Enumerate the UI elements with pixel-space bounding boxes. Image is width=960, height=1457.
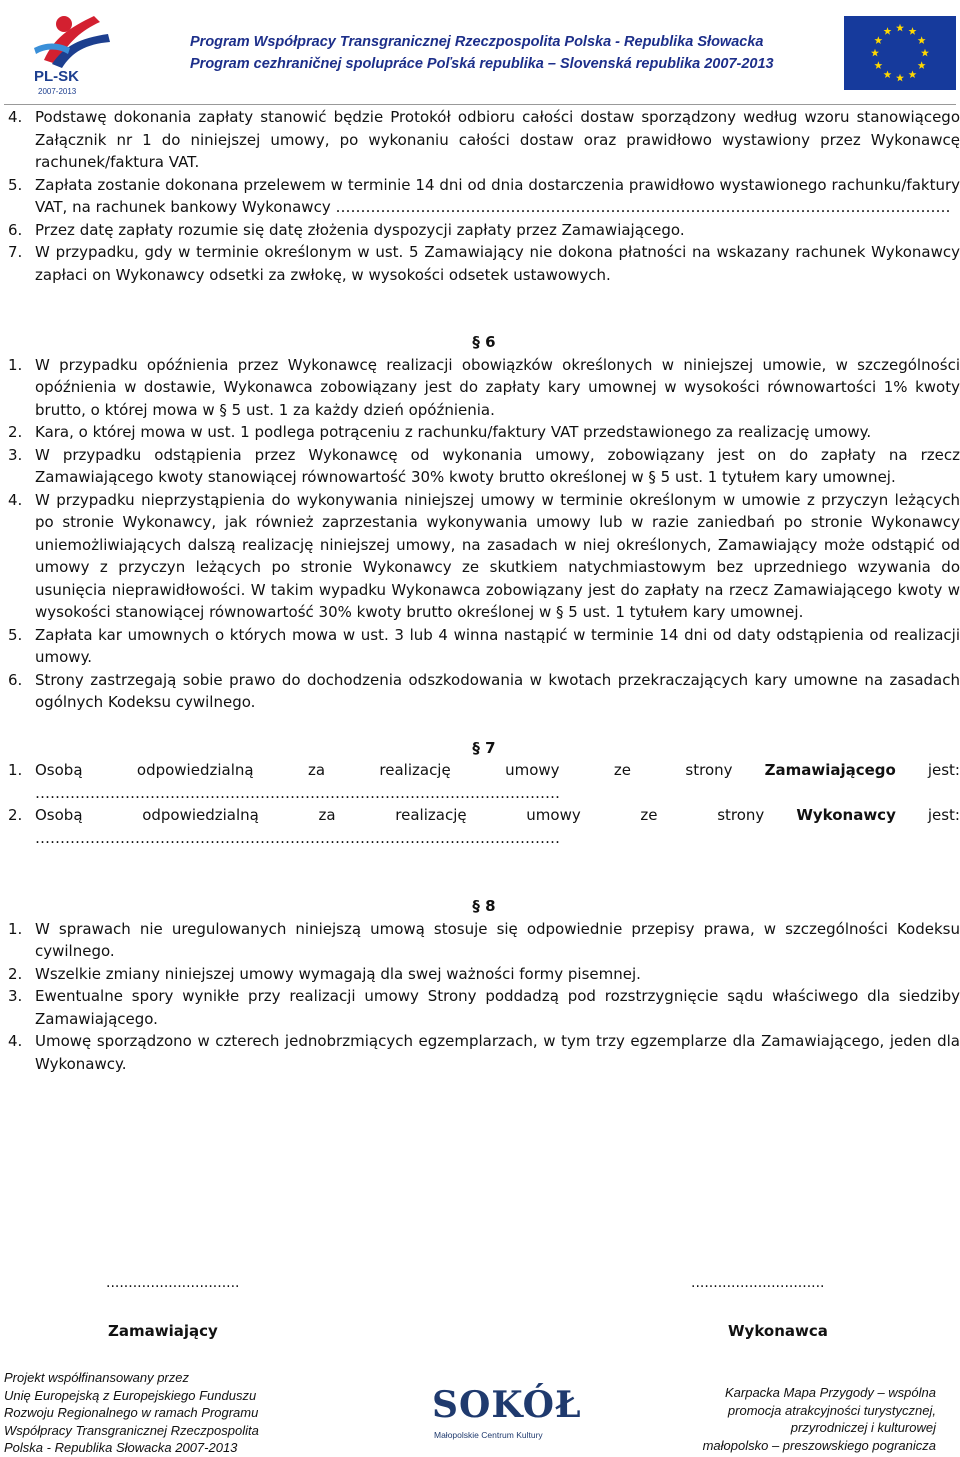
signature-label-contractor: Wykonawca: [728, 1322, 828, 1340]
list-item: [8, 444, 960, 489]
item-number: 2.: [8, 423, 23, 441]
item-text: Podstawę dokonania zapłaty stanowić będzie Protokół odbioru całości dostaw sporządzony według wzoru stanowiącego Załącznik nr 1 do niniejszej umowy, po wykonaniu całości dostaw oraz prawidłowo wystawiony przez Wykonawcę rachunek/faktura VAT.: [35, 108, 960, 171]
item-text: Wszelkie zmiany niniejszej umowy wymagają dla swej ważności formy pisemnej.: [35, 964, 641, 983]
section-heading: § 6: [472, 333, 496, 351]
footer-line: Współpracy Transgranicznej Rzeczpospolita: [4, 1422, 259, 1438]
sokol-logo-text: SOKÓŁ: [432, 1384, 582, 1426]
item-number: 4.: [8, 108, 23, 126]
item-text: Zapłata zostanie dokonana przelewem w terminie 14 dni od dnia dostarczenia prawidłowo wystawionego rachunku/faktury VAT, na rachunek bankowy Wykonawcy ……………………………………………………………………………………………………………: [35, 175, 960, 216]
pl-sk-program-logo: [24, 8, 120, 100]
eu-star-icon: [921, 49, 929, 57]
footer-line: przyrodniczej i kulturowej: [790, 1420, 936, 1435]
item-text: jest:: [927, 761, 960, 779]
list-item: [8, 421, 960, 444]
signature-line-right: ..............................: [691, 1275, 825, 1291]
list-item: [8, 963, 960, 986]
footer-line: promocja atrakcyjności turystycznej,: [727, 1402, 936, 1418]
pl-sk-logo-text: PL-SK: [34, 68, 79, 85]
sokol-logo: [428, 1384, 582, 1444]
document-body: [8, 106, 960, 1075]
page-header: [0, 0, 960, 100]
item-text: jest:: [927, 806, 960, 824]
item-number: 2.: [8, 806, 23, 824]
eu-star-icon: [896, 24, 904, 32]
eu-stars-icon: [844, 16, 956, 90]
item-text: Ewentualne spory wynikłe przy realizacji umowy Strony poddadzą pod rozstrzygnięcie sądu właściwego dla siedziby Zamawiającego.: [35, 987, 960, 1028]
fill-in-dots: ……………………………………………………………………………………………: [35, 828, 560, 847]
list-item: [8, 985, 960, 1030]
list-item: [8, 174, 960, 219]
item-number: 1.: [8, 355, 23, 374]
footer-project-title: [636, 1384, 936, 1454]
list-item: [8, 219, 960, 242]
fill-in-dots: ……………………………………………………………………………………………: [35, 783, 560, 802]
list-item: [8, 669, 960, 714]
item-number: 5.: [8, 625, 23, 644]
list-item: [8, 804, 960, 849]
item-text: W sprawach nie uregulowanych niniejszą umową stosuje się odpowiednie przepisy prawa, w szczególności Kodeksu cywilnego.: [35, 919, 960, 960]
item-number: 1.: [8, 919, 23, 938]
footer-line: Karpacka Mapa Przygody – wspólna: [724, 1385, 936, 1400]
eu-star-icon: [918, 61, 926, 69]
item-number: 2.: [8, 964, 23, 983]
list-item: [8, 241, 960, 286]
footer-line: Polska - Republika Słowacka 2007-2013: [4, 1440, 238, 1455]
eu-star-icon: [884, 70, 892, 78]
section-heading: § 7: [472, 738, 496, 757]
eu-star-icon: [909, 27, 917, 35]
header-program-title-pl: Program Współpracy Transgranicznej Rzeczpospolita Polska - Republika Słowacka: [190, 34, 764, 50]
pl-sk-logo-figure-icon: [24, 8, 120, 70]
list-item: [8, 1030, 960, 1075]
list-item: [8, 354, 960, 422]
list-item: [8, 489, 960, 624]
item-text: W przypadku opóźnienia przez Wykonawcę realizacji obowiązków określonych w niniejszej umowie, w szczególności opóźnienia w dostawie, Wykonawca zobowiązany jest do zapłaty kary umownej w wysokości równowartości 1% kwoty brutto, o której mowa w § 5 ust. 1 za każdy dzień opóźnienia.: [35, 355, 960, 419]
item-number: 1.: [8, 761, 23, 779]
item-number: 3.: [8, 445, 23, 464]
item-number: 4.: [8, 1032, 23, 1050]
responsible-party: Zamawiającego: [764, 761, 896, 779]
eu-flag-icon: [844, 16, 956, 90]
eu-star-icon: [874, 36, 882, 44]
item-number: 6.: [8, 220, 23, 239]
list-item: [8, 106, 960, 174]
footer-line: Projekt współfinansowany przez: [4, 1370, 189, 1385]
pl-sk-logo-years: 2007-2013: [38, 87, 77, 96]
signature-label-ordering-party: Zamawiający: [108, 1322, 218, 1340]
section-7-items: [8, 759, 960, 849]
item-text: Umowę sporządzono w czterech jednobrzmiących egzemplarzach, w tym trzy egzemplarze dla Zamawiającego, jeden dla Wykonawcy.: [35, 1032, 960, 1073]
section-6-items: [8, 354, 960, 714]
item-text: Przez datę zapłaty rozumie się datę złożenia dyspozycji zapłaty przez Zamawiającego.: [35, 220, 685, 239]
item-text: Osobą odpowiedzialną za realizację umowy ze strony: [35, 761, 733, 779]
list-item: [8, 918, 960, 963]
header-program-title-sk: Program cezhraničnej spolupráce Poľská republika – Slovenská republika 2007-2013: [190, 56, 774, 72]
item-text: Osobą odpowiedzialną za realizację umowy ze strony: [35, 806, 765, 824]
eu-star-icon: [909, 70, 917, 78]
footer-line: małopolsko – preszowskiego pogranicza: [702, 1437, 936, 1453]
item-number: 4.: [8, 490, 23, 509]
item-number: 3.: [8, 987, 23, 1005]
item-text: Kara, o której mowa w ust. 1 podlega potrąceniu z rachunku/faktury VAT przedstawionego za realizację umowy.: [35, 423, 872, 441]
eu-star-icon: [874, 61, 882, 69]
item-text: Zapłata kar umownych o których mowa w ust. 3 lub 4 winna nastąpić w terminie 14 dni od daty odstąpienia od realizacji umowy.: [35, 625, 960, 666]
item-number: 7.: [8, 243, 23, 261]
section-heading: § 8: [472, 897, 496, 915]
item-number: 5.: [8, 175, 23, 194]
eu-star-icon: [896, 74, 904, 82]
responsible-party: Wykonawcy: [796, 806, 896, 824]
signature-line-left: ..............................: [106, 1275, 240, 1291]
footer-cofinancing-note: [4, 1369, 304, 1457]
section-payment-terms: [8, 106, 960, 286]
footer-line: Unię Europejską z Europejskiego Funduszu: [4, 1387, 257, 1403]
item-text: W przypadku odstąpienia przez Wykonawcę od wykonania umowy, zobowiązany jest on do zapłaty na rzecz Zamawiającego kwoty stanowiącej równowartość 30% kwoty brutto określonej w § 5 ust. 1 tytułem kary umownej.: [35, 445, 960, 486]
eu-star-icon: [918, 36, 926, 44]
item-text: W przypadku nieprzystąpienia do wykonywania niniejszej umowy w terminie określonym w umowie z przyczyn leżących po stronie Wykonawcy, jak również zaprzestania wykonywania umowy lub w razie zaniedbań po stronie Wykonawcy uniemożliwiających dalszą realizację niniejszej umowy, na zasadach w niej określonych, Zamawiający może odstąpić od umowy z przyczyn leżących po stronie Wykonawcy ze skutkiem natychmiastowym bez uprzedniego wzywania do usunięcia nieprawidłowości. W takim wypadku Wykonawca zobowiązany jest do zapłaty na rzecz Zamawiającego kwoty w wysokości stanowiącej równowartość 30% kwoty brutto określonej w § 5 ust. 1 tytułem kary umownej.: [35, 490, 960, 621]
sokol-logo-subtitle: Małopolskie Centrum Kultury: [434, 1430, 543, 1440]
item-text: W przypadku, gdy w terminie określonym w ust. 5 Zamawiający nie dokona płatności na wskazany rachunek Wykonawcy zapłaci on Wykonawcy odsetki za zwłokę, w wysokości odsetek ustawowych.: [35, 243, 960, 284]
list-item: [8, 759, 960, 804]
list-item: [8, 624, 960, 669]
eu-star-icon: [884, 27, 892, 35]
section-8-items: [8, 918, 960, 1076]
header-divider: [4, 104, 956, 105]
item-text: Strony zastrzegają sobie prawo do dochodzenia odszkodowania w kwotach przekraczających kary umowne na zasadach ogólnych Kodeksu cywilnego.: [35, 670, 960, 711]
item-number: 6.: [8, 670, 23, 689]
eu-star-icon: [871, 49, 879, 57]
footer-line: Rozwoju Regionalnego w ramach Programu: [4, 1405, 259, 1420]
